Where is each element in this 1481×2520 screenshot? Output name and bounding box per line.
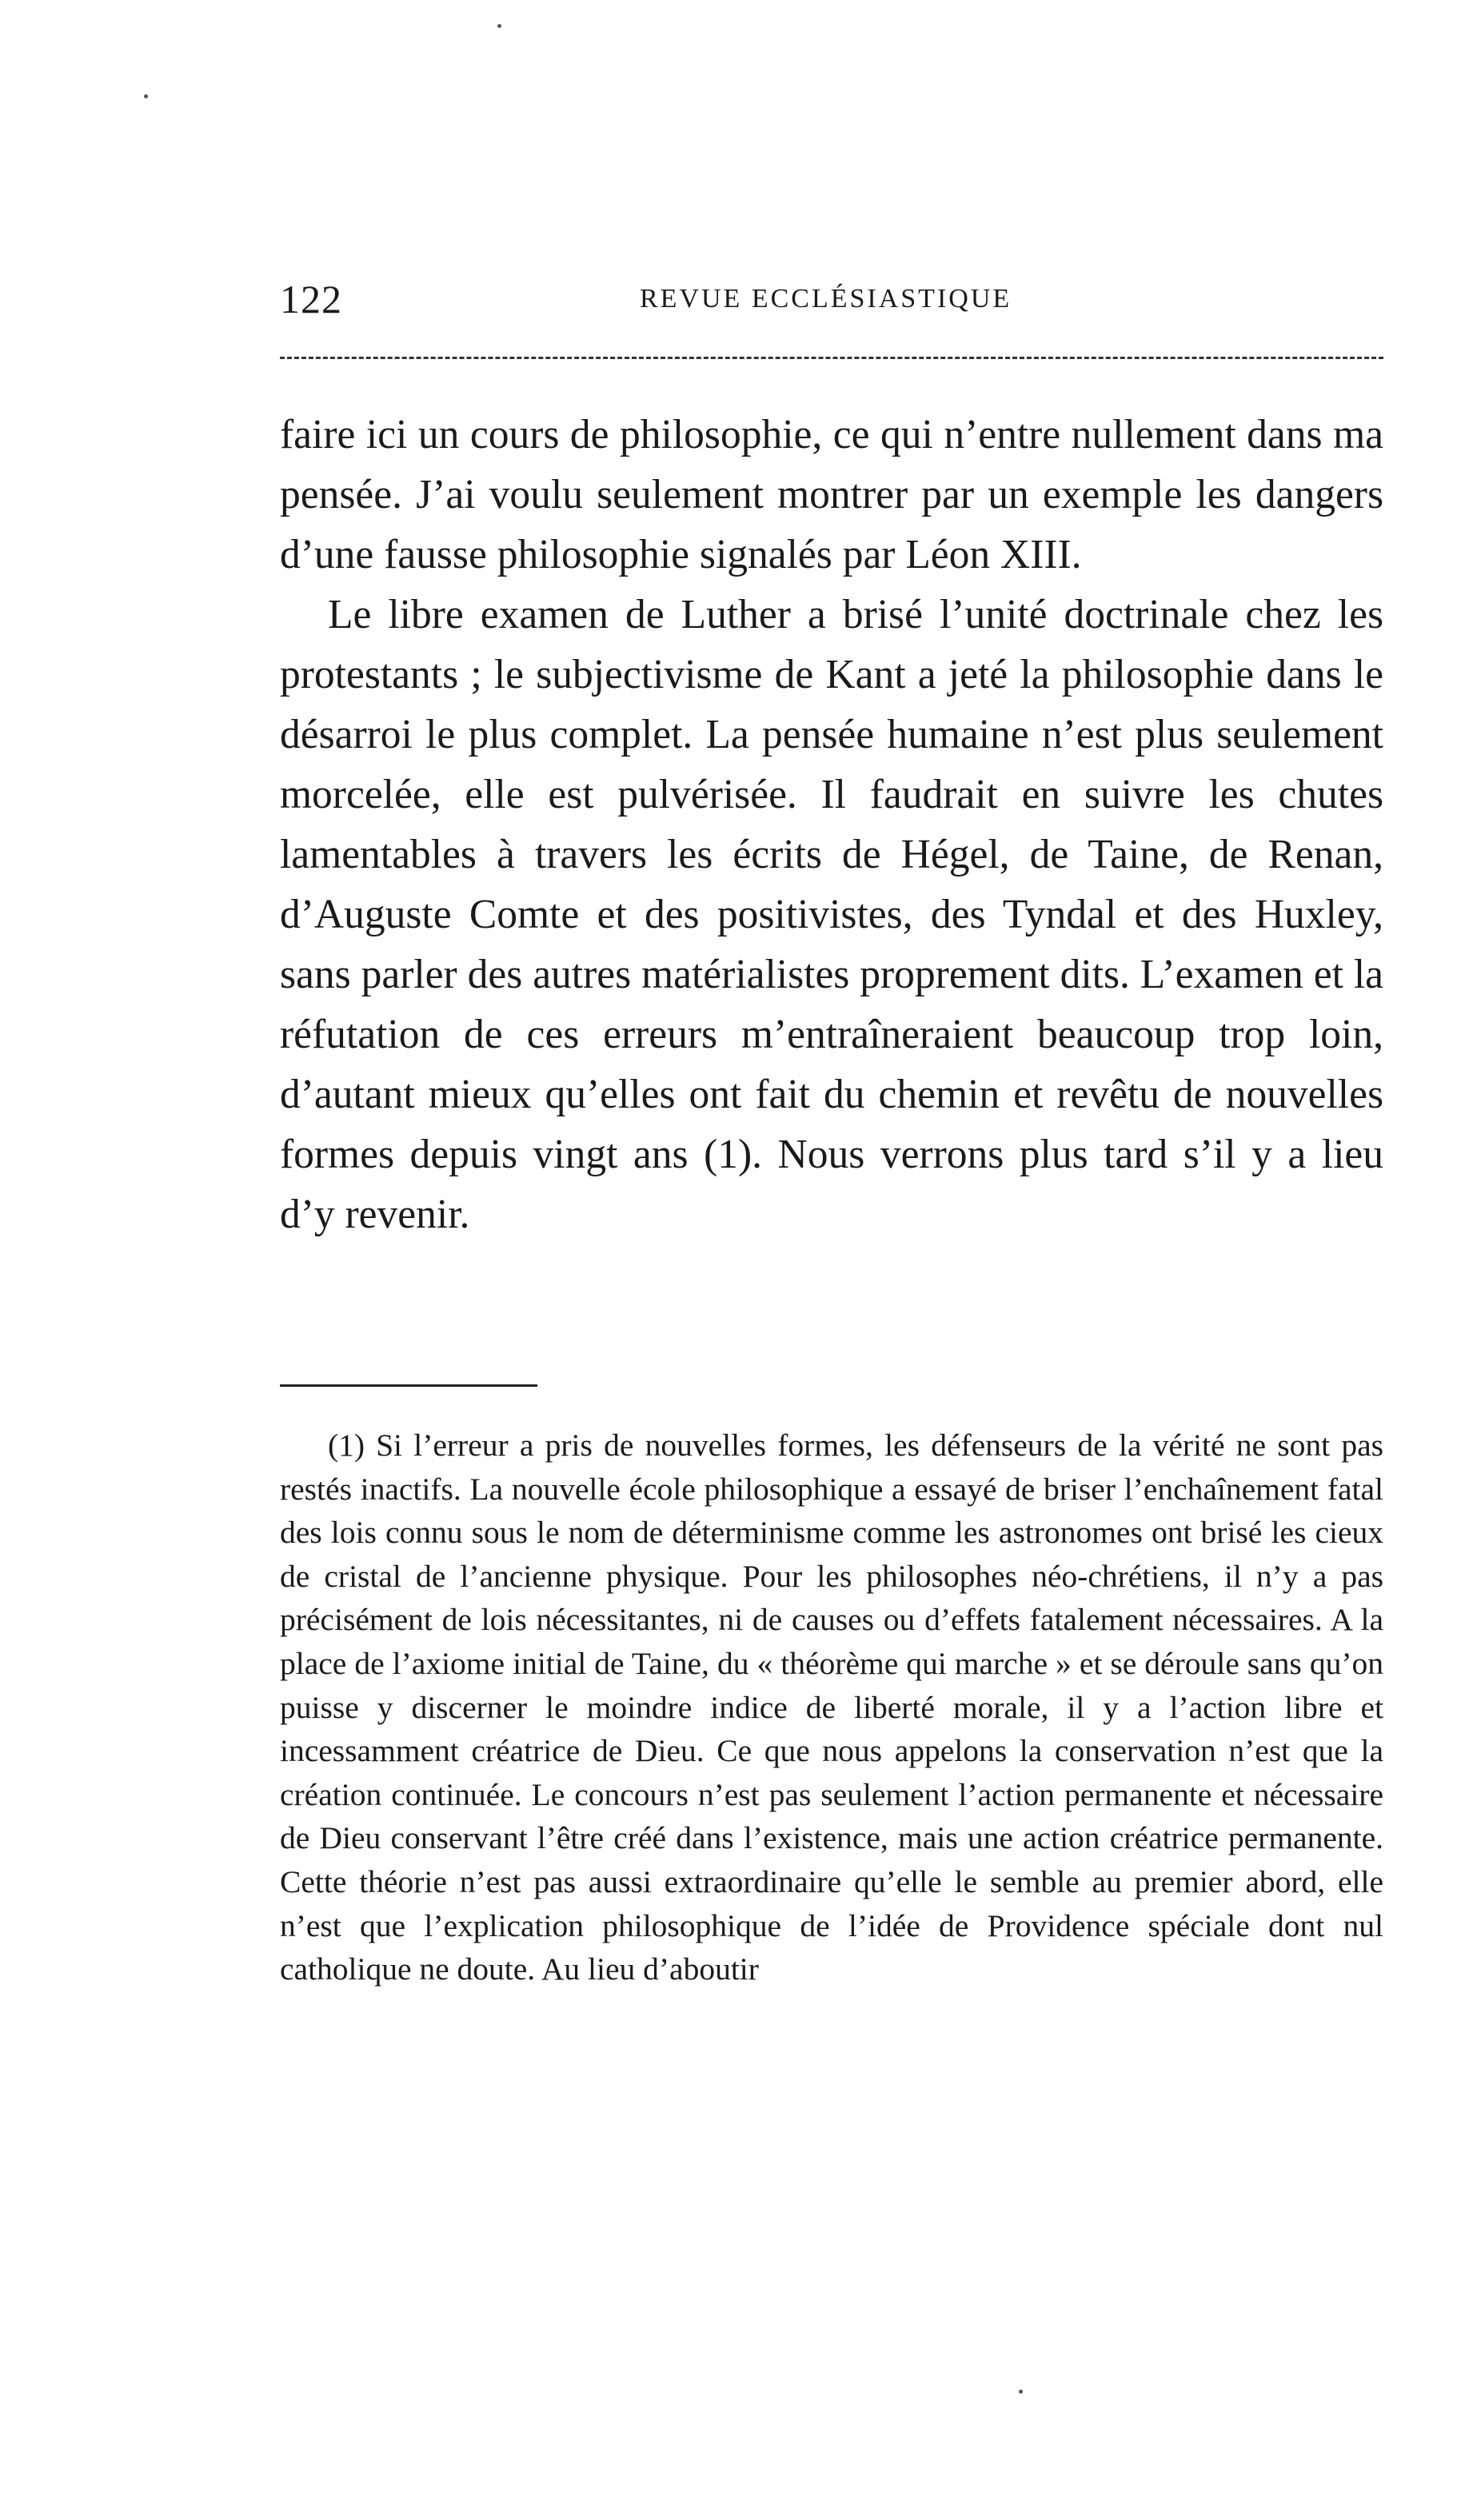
paragraph: faire ici un cours de philosophie, ce qui n’entre nullement dans ma pensée. J’ai voulu seulement montrer par un exemple les dangers d’une fausse philosophie signalés par Léon XIII. [280,412,1383,577]
page-number: 122 [280,277,342,321]
footnote-marker: (1) [328,1428,365,1463]
running-title: REVUE ECCLÉSIASTIQUE [640,284,1012,314]
paragraph: Le libre examen de Luther a brisé l’unité doctrinale chez les protestants ; le subjectivisme de Kant a jeté la philosophie dans le désarroi le plus complet. La pensée humaine n’est plus seulement morcelée, elle est pulvérisée. Il faudrait en suivre les chutes lamentables à travers les écrits de Hégel, de Taine, de Renan, d’Auguste Comte et des positivistes, des Tyndal et des Huxley, sans parler des autres matérialistes proprement dits. L’examen et la réfutation de ces erreurs m’entraîneraient beaucoup trop loin, d’autant mieux qu’elles ont fait du chemin et revêtu de nouvelles formes depuis vingt ans (1). Nous verrons plus tard s’il y a lieu d’y revenir. [280,592,1383,1237]
header-rule [280,357,1383,359]
page-header [280,276,1383,324]
speck [1019,2390,1023,2394]
body-text [280,405,1383,1244]
speck [144,94,148,98]
speck [497,24,501,28]
footnote-rule [280,1384,537,1387]
footnote [280,1424,1383,1991]
footnote-text: Si l’erreur a pris de nouvelles formes, les défenseurs de la vérité ne sont pas restés inactifs. La nouvelle école philosophique a essayé de briser l’enchaînement fatal des lois connu sous le nom de déterminisme comme les astronomes ont brisé les cieux de cristal de l’ancienne physique. Pour les philosophes néo-chrétiens, il n’y a pas précisément de lois nécessitantes, ni de causes ou d’effets fatalement nécessaires. A la place de l’axiome initial de Taine, du « théorème qui marche » et se déroule sans qu’on puisse y discerner le moindre indice de liberté morale, il y a l’action libre et incessamment créatrice de Dieu. Ce que nous appelons la conservation n’est que la création continuée. Le concours n’est pas seulement l’action permanente et nécessaire de Dieu conservant l’être créé dans l’existence, mais une action créatrice permanente. Cette théorie n’est pas aussi extraordinaire qu’elle le semble au premier abord, elle n’est que l’explication philosophique de l’idée de Providence spéciale dont nul catholique ne doute. Au lieu d’aboutir [280,1428,1383,1987]
